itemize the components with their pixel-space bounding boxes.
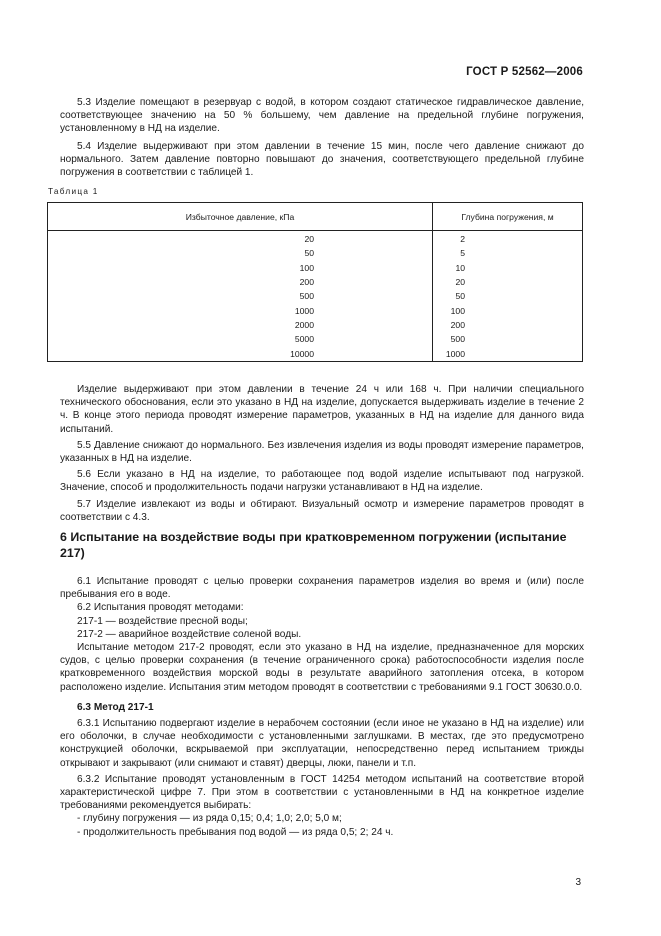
paragraph-hold-time: Изделие выдерживают при этом давлении в течение 24 ч или 168 ч. При наличии специального технического обоснования, если это указано в НД на изделие, допускается выдерживать изделие в течение 2 ч. В конце этого периода проводят измерение параметров, указанных в НД на изделие для данного вида испытаний. xyxy=(60,384,584,435)
pressure-cell: 10000 xyxy=(48,346,433,361)
subsection-6-3-title: 6.3 Метод 217-1 xyxy=(77,701,154,713)
paragraph-6-2: 6.2 Испытания проводят методами: xyxy=(77,602,244,614)
table-row xyxy=(48,275,583,289)
table-header-row xyxy=(48,203,583,231)
depth-cell: 1000 xyxy=(433,346,583,361)
table-row xyxy=(48,261,583,275)
table-row xyxy=(48,246,583,260)
table-row xyxy=(48,318,583,332)
section-6-title: 6 Испытание на воздействие воды при кратковременном погружении (испытание 217) xyxy=(60,530,567,560)
table-1 xyxy=(47,202,583,362)
depth-cell: 20 xyxy=(433,275,583,289)
clause-5-3-5-4 xyxy=(60,96,584,179)
method-217-2: 217-2 — аварийное воздействие соленой воды. xyxy=(77,628,302,640)
depth-cell: 2 xyxy=(433,231,583,247)
clause-5-5-5-7 xyxy=(60,383,584,524)
list-item-duration: - продолжительность пребывания под водой — из ряда 0,5; 2; 24 ч. xyxy=(77,826,394,838)
paragraph-6-3-1: 6.3.1 Испытанию подвергают изделие в нерабочем состоянии (если иное не указано в НД на изделие) или его оболочки, в случае необходимости с установленными заглушками. В местах, где это предусмотрено конструкцией оболочки, вскрываемой при эксплуатации, непосредственно перед испытанием трижды открывают и закрывают (или снимают и ставят) дверцы, люки, панели и т.п. xyxy=(60,718,584,769)
table-row xyxy=(48,303,583,317)
depth-cell: 50 xyxy=(433,289,583,303)
depth-cell: 100 xyxy=(433,303,583,317)
table-caption: Таблица 1 xyxy=(48,187,99,196)
paragraph-6-1: 6.1 Испытание проводят с целью проверки сохранения параметров изделия во время и (или) после пребывания его в воде. xyxy=(60,576,584,601)
table-row xyxy=(48,332,583,346)
paragraph-5-4: 5.4 Изделие выдерживают при этом давлении в течение 15 мин, после чего давление снижают до нормального. Затем давление повторно повышают до значения, соответствующего предельной глубине погружения в соответствии с таблицей 1. xyxy=(60,140,584,179)
depth-cell: 500 xyxy=(433,332,583,346)
list-item-depth: - глубину погружения — из ряда 0,15; 0,4; 1,0; 2,0; 5,0 м; xyxy=(77,813,342,825)
depth-cell: 10 xyxy=(433,261,583,275)
paragraph-5-5: 5.5 Давление снижают до нормального. Без извлечения изделия из воды проводят измерение параметров, указанных в НД на изделие. xyxy=(60,439,584,465)
pressure-cell: 5000 xyxy=(48,332,433,346)
pressure-cell: 100 xyxy=(48,261,433,275)
pressure-cell: 1000 xyxy=(48,303,433,317)
paragraph-5-7: 5.7 Изделие извлекают из воды и обтирают. Визуальный осмотр и измерение параметров проводят в соответствии с 4.3. xyxy=(60,498,584,523)
pressure-cell: 2000 xyxy=(48,318,433,332)
depth-cell: 5 xyxy=(433,246,583,260)
method-217-1: 217-1 — воздействие пресной воды; xyxy=(77,615,248,627)
depth-cell: 200 xyxy=(433,318,583,332)
document-id-header: ГОСТ Р 52562—2006 xyxy=(466,66,583,78)
column-header-pressure: Избыточное давление, кПа xyxy=(48,203,433,231)
paragraph-5-3: 5.3 Изделие помещают в резервуар с водой, в котором создают статическое гидравлическое давление, соответствующее значению на 50 % большему, чем давление на предельной глубине погружения, установленному в НД на изделие. xyxy=(60,97,584,135)
pressure-cell: 500 xyxy=(48,289,433,303)
paragraph-5-6: 5.6 Если указано в НД на изделие, то работающее под водой изделие испытывают под нагрузкой. Значение, способ и продолжительность подачи нагрузки устанавливают в НД на изделие. xyxy=(60,469,584,494)
column-header-depth: Глубина погружения, м xyxy=(433,203,583,231)
pressure-cell: 50 xyxy=(48,246,433,260)
paragraph-6-3-2: 6.3.2 Испытание проводят установленным в ГОСТ 14254 методом испытаний на соответствие второй характеристической цифре 7. При этом в соответствии с установленными в НД на конкретное изделие требованиями рекомендуется выбирать: xyxy=(60,773,584,812)
section-6-body xyxy=(60,575,584,839)
pressure-cell: 20 xyxy=(48,231,433,247)
table-row xyxy=(48,231,583,247)
table-row xyxy=(48,289,583,303)
pressure-cell: 200 xyxy=(48,275,433,289)
paragraph-method-217-2: Испытание методом 217-2 проводят, если это указано в НД на изделие, предназначенное для морских судов, с целью проверки сохранения (в течение ограниченного срока) работоспособности изделия после кратковременного воздействия морской воды в результате аварийного затопления отсека, в котором расположено изделие. Испытания этим методом проводят в соответствии с требованиями 9.1 ГОСТ 30630.0.0. xyxy=(60,642,584,693)
table-row xyxy=(48,346,583,361)
page-number: 3 xyxy=(575,877,581,888)
